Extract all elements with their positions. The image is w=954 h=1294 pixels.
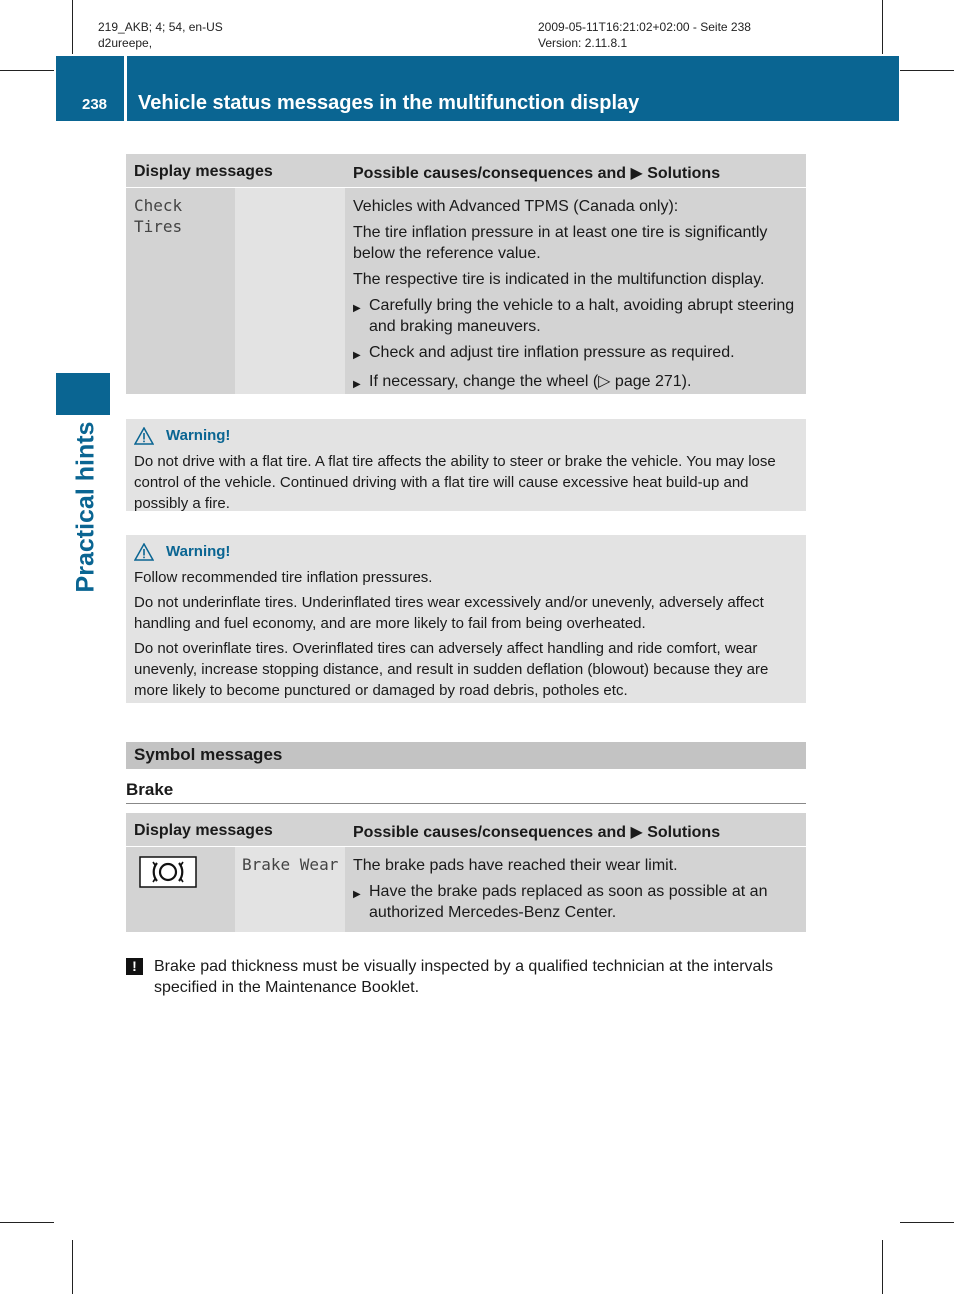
table-row xyxy=(126,188,806,394)
chapter-label: Practical hints xyxy=(71,421,100,593)
brake-wear-icon xyxy=(139,856,197,888)
crop-mark xyxy=(900,70,954,71)
meta-line: Version: 2.11.8.1 xyxy=(538,36,628,50)
table-header xyxy=(126,154,806,188)
solution-step xyxy=(353,371,798,395)
arrow-icon: ▶ xyxy=(353,379,361,390)
print-meta-left xyxy=(98,19,223,51)
meta-line: 219_AKB; 4; 54, en-US xyxy=(98,20,223,34)
solution-step xyxy=(353,881,798,923)
warning-title: Warning! xyxy=(166,543,231,560)
crop-mark xyxy=(882,1240,883,1294)
warning-text: Do not drive with a flat tire. A flat tire affects the ability to steer or brake the vehicle. You may lose control of the vehicle. Continued driving with a flat tire will cause excessive heat build-up and possibly a fire. xyxy=(134,453,776,512)
column-header: Display messages xyxy=(134,822,273,839)
subheading: Brake xyxy=(126,780,806,804)
note-text: Brake pad thickness must be visually inspected by a qualified technician at the intervals specified in the Maintenance Booklet. xyxy=(154,958,774,996)
table-row xyxy=(126,847,806,932)
display-message-line: Check xyxy=(134,196,183,215)
page-number: 238 xyxy=(56,56,124,121)
column-header: Display messages xyxy=(134,163,273,180)
solution-step xyxy=(353,295,798,337)
messages-table-brake xyxy=(126,813,806,932)
meta-line: 2009-05-11T16:21:02+02:00 - Seite 238 xyxy=(538,20,751,34)
solution-step xyxy=(353,342,798,366)
print-meta-right xyxy=(538,19,751,51)
crop-mark xyxy=(900,1222,954,1223)
warning-header xyxy=(134,425,798,446)
page-reference-link[interactable]: If necessary, change the wheel (▷ page 271). xyxy=(369,373,692,390)
crop-mark xyxy=(0,1222,54,1223)
solution-cell xyxy=(345,188,806,394)
symbol-cell xyxy=(126,847,235,932)
display-message xyxy=(126,188,235,394)
display-message: Brake Wear xyxy=(235,847,345,932)
messages-table-tires xyxy=(126,154,806,394)
display-message-line: Tires xyxy=(134,217,183,236)
warning-text: Do not underinflate tires. Underinflated tires wear excessively and/or unevenly, adversely affect handling and fuel economy, and are more likely to fail from being overheated. xyxy=(134,594,764,632)
crop-mark xyxy=(72,1240,73,1294)
solution-text: Have the brake pads replaced as soon as possible at an authorized Mercedes-Benz Center. xyxy=(369,883,768,921)
warning-text: Do not overinflate tires. Overinflated tires can adversely affect handling and ride comfort, wear unevenly, increase stopping distance, and result in sudden deflation (blowout) because they are more likely to become punctured or damaged by road debris, potholes etc. xyxy=(134,640,769,699)
table-header xyxy=(126,813,806,847)
page-title: Vehicle status messages in the multifunction display xyxy=(127,56,899,121)
chapter-tab xyxy=(56,373,110,415)
meta-line: d2ureepe, xyxy=(98,36,153,50)
note xyxy=(126,956,806,998)
warning-header xyxy=(134,541,798,562)
warning-title: Warning! xyxy=(166,427,231,444)
cause-text: Vehicles with Advanced TPMS (Canada only): xyxy=(353,198,679,215)
warning-box xyxy=(126,419,806,511)
cause-text: The respective tire is indicated in the multifunction display. xyxy=(353,271,765,288)
warning-text: Follow recommended tire inflation pressures. xyxy=(134,569,433,586)
cause-text: The brake pads have reached their wear limit. xyxy=(353,857,678,874)
column-header: Possible causes/consequences and ▶ Solutions xyxy=(353,824,721,841)
crop-mark xyxy=(0,70,54,71)
exclamation-icon: ! xyxy=(126,958,143,975)
solution-cell xyxy=(345,847,806,932)
crop-mark xyxy=(72,0,73,54)
arrow-icon: ▶ xyxy=(353,889,361,900)
crop-mark xyxy=(882,0,883,54)
arrow-icon: ▶ xyxy=(353,350,361,361)
empty-cell xyxy=(235,188,345,394)
warning-box xyxy=(126,535,806,703)
column-header: Possible causes/consequences and ▶ Solutions xyxy=(353,165,721,182)
warning-triangle-icon xyxy=(134,543,154,561)
solution-text: Carefully bring the vehicle to a halt, avoiding abrupt steering and braking maneuvers. xyxy=(369,297,795,335)
section-title: Symbol messages xyxy=(126,742,806,769)
solution-text: Check and adjust tire inflation pressure as required. xyxy=(369,344,735,361)
warning-triangle-icon xyxy=(134,427,154,445)
arrow-icon: ▶ xyxy=(353,303,361,314)
cause-text: The tire inflation pressure in at least one tire is significantly below the reference value. xyxy=(353,224,768,262)
